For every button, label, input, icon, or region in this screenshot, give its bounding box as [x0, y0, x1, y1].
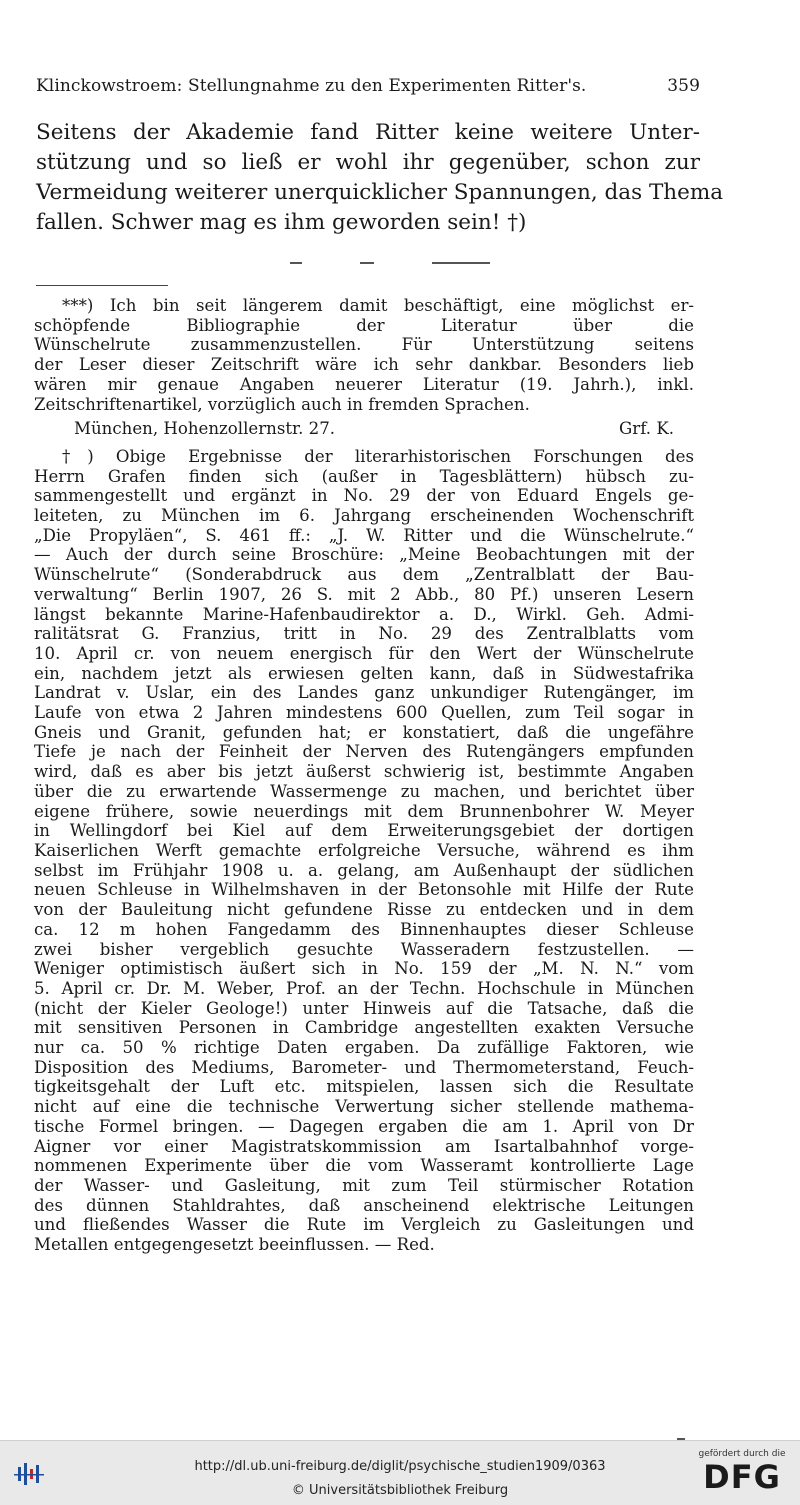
- footnotes: [34, 296, 694, 1255]
- footnote-line: 10. April cr. von neuem energisch für den Wert der Wünschelrute: [34, 643, 694, 663]
- footnote-line: Herrn Grafen finden sich (außer in Tagesblättern) hübsch zu-: [34, 466, 694, 486]
- footnote-line: ein, nachdem jetzt als erwiesen gelten kann, daß in Südwestafrika: [34, 663, 694, 683]
- page-number: 359: [667, 76, 700, 96]
- copyright-notice: © Universitätsbibliothek Freiburg: [291, 1483, 509, 1498]
- footnote-line: Metallen entgegengesetzt beeinflussen. — Red.: [34, 1235, 435, 1255]
- footnote-line: der Leser dieser Zeitschrift wäre ich sehr dankbar. Besonders lieb: [34, 355, 694, 375]
- footnote-line: des dünnen Stahldrahtes, daß anscheinend elektrische Leitungen: [34, 1195, 694, 1215]
- footnote-line: eigene frühere, sowie neuerdings mit dem Brunnenbohrer W. Meyer: [34, 801, 694, 821]
- footnote-line: leiteten, zu München im 6. Jahrgang erscheinenden Wochenschrift: [34, 506, 694, 526]
- footnote-line: selbst im Frühjahr 1908 u. a. gelang, am Außenhaupt der südlichen: [34, 860, 694, 880]
- footnote-line: tigkeitsgehalt der Luft etc. mitspielen, lassen sich die Resultate: [34, 1077, 694, 1097]
- footnote-line: sammengestellt und ergänzt in No. 29 der von Eduard Engels ge-: [34, 486, 694, 506]
- footnote-line: Disposition des Mediums, Barometer- und Thermometerstand, Feuch-: [34, 1057, 694, 1077]
- footnote-line: Landrat v. Uslar, ein des Landes ganz unkundiger Rutengänger, im: [34, 683, 694, 703]
- footnote-line: — Auch der durch seine Broschüre: „Meine Beobachtungen mit der: [34, 545, 694, 565]
- footnote-line: längst bekannte Marine-Hafenbaudirektor a. D., Wirkl. Geh. Admi-: [34, 604, 694, 624]
- footnote-bibliography: [34, 296, 694, 439]
- footnote-line: 5. April cr. Dr. M. Weber, Prof. an der Techn. Hochschule in München: [34, 978, 694, 998]
- footnote-line: Wünschelrute zusammenzustellen. Für Unterstützung seitens: [34, 335, 694, 355]
- footer-bar: [0, 1440, 800, 1505]
- main-text-line: fallen. Schwer mag es ihm geworden sein! †): [36, 210, 527, 235]
- footnote-line: ralitätsrat G. Franzius, tritt in No. 29 des Zentralblatts vom: [34, 624, 694, 644]
- footnote-line: und fließendes Wasser die Rute im Vergleich zu Gasleitungen und: [34, 1215, 694, 1235]
- footnote-line: nicht auf eine die technische Verwertung sicher stellende mathema-: [34, 1097, 694, 1117]
- footnote-line: neuen Schleuse in Wilhelmshaven in der Betonsohle mit Hilfe der Rute: [34, 880, 694, 900]
- footnote-line: über die zu erwartende Wassermenge zu machen, und berichtet über: [34, 781, 694, 801]
- footnote-line: ca. 12 m hohen Fangedamm des Binnenhauptes dieser Schleuse: [34, 919, 694, 939]
- dfg-wordmark: DFG: [703, 1458, 781, 1496]
- footnote-line: zwei bisher vergeblich gesuchte Wasseradern festzustellen. —: [34, 939, 694, 959]
- running-head-title: Klinckowstroem: Stellungnahme zu den Experimenten Ritter's.: [36, 76, 587, 96]
- running-head: [36, 76, 700, 96]
- footnote-line: Zeitschriftenartikel, vorzüglich auch in fremden Sprachen.: [34, 394, 530, 414]
- footnote-line: nommenen Experimente über die vom Wasseramt kontrollierte Lage: [34, 1156, 694, 1176]
- footnote-line: mit sensitiven Personen in Cambridge angestellten exakten Versuche: [34, 1018, 694, 1038]
- footnote-rule: [36, 285, 168, 286]
- footnote-line: wären mir genaue Angaben neuerer Literatur (19. Jahrh.), inkl.: [34, 374, 694, 394]
- dfg-logo: [694, 1449, 790, 1499]
- footnote-line: „Die Propyläen“, S. 461 ff.: „J. W. Ritter und die Wünschelrute.“: [34, 525, 694, 545]
- footnote-line: Kaiserlichen Werft gemachte erfolgreiche Versuche, während es ihm: [34, 840, 694, 860]
- footnote-line: Gneis und Granit, gefunden hat; er konstatiert, daß die ungefähre: [34, 722, 694, 742]
- footnote-line: Wünschelrute“ (Sonderabdruck aus dem „Zentralblatt der Bau-: [34, 565, 694, 585]
- footnote-line: der Wasser- und Gasleitung, mit zum Teil stürmischer Rotation: [34, 1175, 694, 1195]
- main-text-line: Seitens der Akademie fand Ritter keine weitere Unter-: [36, 120, 700, 145]
- footnote-line: tische Formel bringen. — Dagegen ergaben die am 1. April von Dr: [34, 1116, 694, 1136]
- footnote-line: nur ca. 50 % richtige Daten ergaben. Da zufällige Faktoren, wie: [34, 1038, 694, 1058]
- dfg-funding-label: gefördert durch die: [698, 1449, 786, 1459]
- footnote-line: von der Bauleitung nicht gefundene Risse zu entdecken und in dem: [34, 900, 694, 920]
- footnote-place: München, Hohenzollernstr. 27.: [74, 419, 336, 439]
- main-text-line: stützung und so ließ er wohl ihr gegenüber, schon zur: [36, 150, 700, 175]
- footnote-line: Tiefe je nach der Feinheit der Nerven des Rutengängers empfunden: [34, 742, 694, 762]
- footnote-line: Laufe von etwa 2 Jahren mindestens 600 Quellen, zum Teil sogar in: [34, 703, 694, 723]
- footnote-line: ***) Ich bin seit längerem damit beschäftigt, eine möglichst er-: [62, 296, 694, 315]
- main-text: [36, 118, 724, 238]
- main-text-line: Vermeidung weiterer unerquicklicher Spannungen, das Thema: [36, 180, 724, 205]
- footnote-line: schöpfende Bibliographie der Literatur über die: [34, 315, 694, 335]
- footnote-editorial: [34, 447, 694, 1255]
- footnote-line: wird, daß es aber bis jetzt äußerst schwierig ist, bestimmte Angaben: [34, 762, 694, 782]
- footnote-line: Aigner vor einer Magistratskommission am Isartalbahnhof vorge-: [34, 1136, 694, 1156]
- footnote-line: verwaltung“ Berlin 1907, 26 S. mit 2 Abb., 80 Pf.) unseren Lesern: [34, 584, 694, 604]
- footnote-signature-row: [34, 419, 694, 439]
- footnote-line: †) Obige Ergebnisse der literarhistorischen Forschungen des: [62, 446, 694, 466]
- document-url-link[interactable]: http://dl.ub.uni-freiburg.de/diglit/psychische_studien1909/0363: [194, 1459, 606, 1474]
- footnote-line: Weniger optimistisch äußert sich in No. 159 der „M. N. N.“ vom: [34, 959, 694, 979]
- footnote-signature: Grf. K.: [619, 419, 674, 439]
- footnote-line: (nicht der Kieler Geologe!) unter Hinweis auf die Tatsache, daß die: [34, 998, 694, 1018]
- section-separator: [290, 262, 490, 264]
- footnote-line: in Wellingdorf bei Kiel auf dem Erweiterungsgebiet der dortigen: [34, 821, 694, 841]
